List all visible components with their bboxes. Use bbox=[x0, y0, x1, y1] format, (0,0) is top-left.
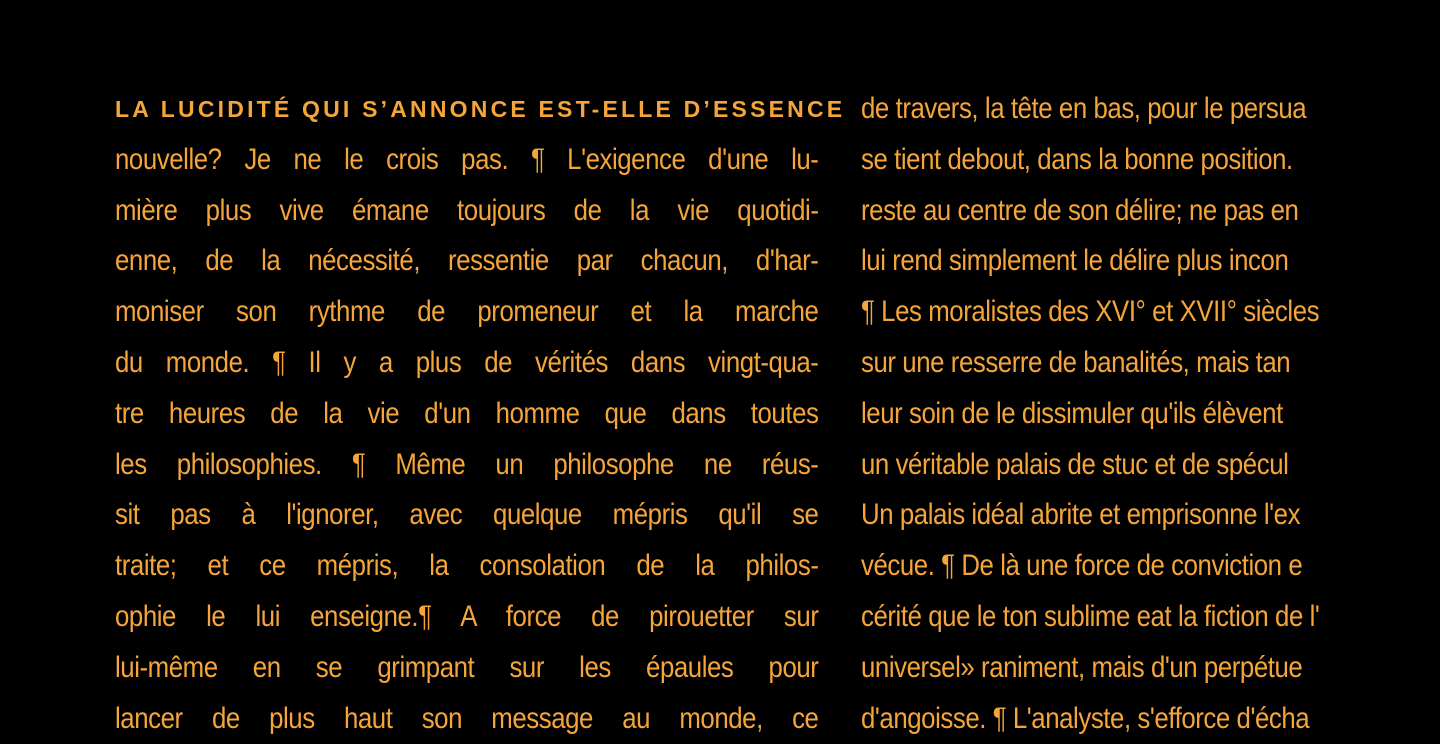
right-text-column bbox=[861, 84, 1440, 744]
text-line: Un palais idéal abrite et emprisonne l'ex bbox=[861, 498, 1301, 532]
text-line: du monde. ¶ Il y a plus de vérités dans vingt-qua- bbox=[115, 345, 819, 379]
text-line: enne, de la nécessité, ressentie par chacun, d'har- bbox=[115, 244, 819, 278]
text-line: lui-même en se grimpant sur les épaules pour bbox=[115, 650, 819, 684]
left-text-column bbox=[115, 84, 846, 744]
text-line: leur soin de le dissimuler qu'ils élèvent bbox=[861, 396, 1283, 430]
text-line: sur une resserre de banalités, mais tan bbox=[861, 345, 1291, 379]
text-line: cérité que le ton sublime eat la fiction de l' bbox=[861, 599, 1320, 633]
text-line: lancer de plus haut son message au monde, ce bbox=[115, 701, 819, 735]
text-line: nouvelle? Je ne le crois pas. ¶ L'exigence d'une lu- bbox=[115, 142, 819, 176]
text-line: sit pas à l'ignorer, avec quelque mépris qu'il se bbox=[115, 498, 819, 532]
text-line: d'angoisse. ¶ L'analyste, s'efforce d'écha bbox=[861, 701, 1310, 735]
text-line: de travers, la tête en bas, pour le persua bbox=[861, 92, 1307, 125]
column-heading: LA LUCIDITÉ QUI S’ANNONCE EST-ELLE D’ESSENCE bbox=[115, 96, 846, 122]
text-line: vécue. ¶ De là une force de conviction e bbox=[861, 549, 1303, 583]
text-line: les philosophies. ¶ Même un philosophe ne réus- bbox=[115, 447, 819, 481]
text-line: un véritable palais de stuc et de spécul bbox=[861, 447, 1289, 481]
text-line: moniser son rythme de promeneur et la marche bbox=[115, 295, 819, 329]
text-line: traite; et ce mépris, la consolation de la philos- bbox=[115, 549, 819, 583]
text-line: tre heures de la vie d'un homme que dans toutes bbox=[115, 396, 819, 430]
text-line: ophie le lui enseigne.¶ A force de pirouetter sur bbox=[115, 599, 819, 633]
text-line: universel» raniment, mais d'un perpétue bbox=[861, 650, 1303, 684]
text-line: reste au centre de son délire; ne pas en bbox=[861, 193, 1299, 227]
text-line: mière plus vive émane toujours de la vie quotidi- bbox=[115, 193, 819, 227]
text-line: ¶ Les moralistes des XVI° et XVII° siècles bbox=[861, 295, 1320, 329]
text-line: se tient debout, dans la bonne position. bbox=[861, 142, 1293, 176]
text-line: lui rend simplement le délire plus incon bbox=[861, 244, 1289, 278]
